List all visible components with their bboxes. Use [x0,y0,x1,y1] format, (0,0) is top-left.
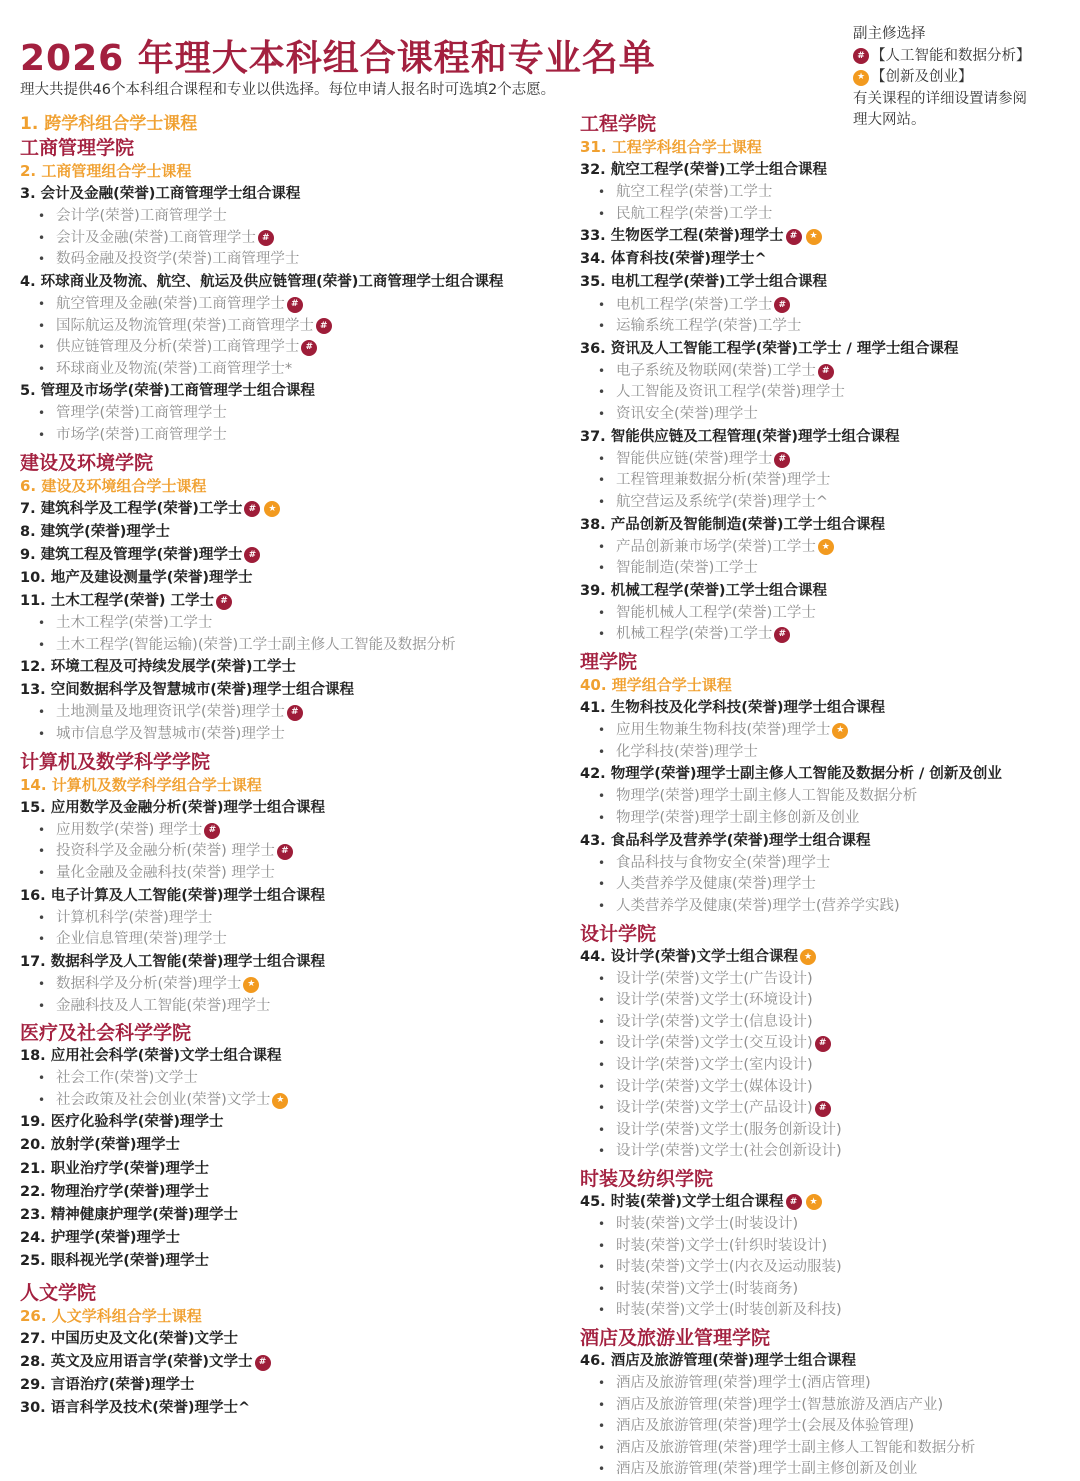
programme-45 [580,1191,1060,1214]
faculty-fashion-textiles: 时装及纺织学院 [580,1167,714,1190]
sub-programme [20,1090,570,1112]
sub-programme [20,425,570,447]
programme-label: 35. 电机工程学(荣誉)工学士组合课程 [580,274,827,291]
sub-programme [580,1279,1060,1301]
programme-27 [20,1328,570,1351]
sub-programme [20,337,570,359]
programme-46 [580,1350,1060,1373]
programme-3 [20,183,570,206]
programme-7 [20,498,570,521]
sub-programme [20,841,570,863]
programme-32 [580,159,1060,182]
sub-programme-label: • 设计学(荣誉)文学士(交互设计) [616,1035,813,1052]
programme-24 [20,1227,570,1250]
sub-programme-label: • 会计学(荣誉)工商管理学士 [56,208,227,225]
sub-programme [20,929,570,951]
sub-programme [580,316,1060,338]
sub-programme [580,470,1060,492]
programme-22 [20,1181,570,1204]
ai-minor-badge-icon: # [815,1101,831,1117]
sub-programme-label: • 土地测量及地理资讯学(荣誉)理学士 [56,704,285,721]
programme-25 [20,1250,570,1273]
sub-programme-label: • 会计及金融(荣誉)工商管理学士 [56,229,256,246]
programme-label: 3. 会计及金融(荣誉)工商管理学士组合课程 [20,186,301,202]
sub-programme [580,720,1060,742]
sub-programme [580,603,1060,625]
sub-programme [580,1459,1060,1481]
sub-programme-label: • 时装(荣誉)文学士(针织时装设计) [616,1237,828,1254]
programme-28 [20,1351,570,1374]
sub-programme-label: • 时装(荣誉)文学士(内衣及运动服装) [616,1259,842,1276]
ai-minor-badge-icon: # [774,627,790,643]
programme-label: 15. 应用数学及金融分析(荣誉)理学士组合课程 [20,799,325,816]
sub-programme-label: • 设计学(荣誉)文学士(服务创新设计) [616,1121,842,1138]
sub-programme-label: • 资讯安全(荣誉)理学士 [616,406,758,423]
programme-label: 45. 时装(荣誉)文学士组合课程 [580,1193,784,1210]
ai-minor-badge-icon: # [786,229,802,245]
programme-label: 24. 护理学(荣誉)理学士 [20,1229,180,1246]
programme-label: 4. 环球商业及物流、航空、航运及供应链管理(荣誉)工商管理学士组合课程 [20,273,504,290]
sub-programme [20,863,570,885]
programme-44 [580,946,1060,969]
ai-minor-badge-icon: # [774,297,790,313]
programme-39 [580,580,1060,603]
sub-programme-label: • 设计学(荣誉)文学士(媒体设计) [616,1078,813,1095]
sub-programme-label: • 设计学(荣誉)文学士(广告设计) [616,970,813,987]
programme-label: 12. 环境工程及可持续发展学(荣誉)工学士 [20,659,296,676]
sub-programme [580,204,1060,226]
sub-programme-label: • 民航工程学(荣誉)工学士 [616,205,773,222]
faculty-design: 设计学院 [580,922,657,945]
sub-programme [20,974,570,996]
programme-label: 36. 资讯及人工智能工程学(荣誉)工学士 / 理学士组合课程 [580,340,959,357]
sub-programme [20,403,570,425]
programme-label: 32. 航空工程学(荣誉)工学士组合课程 [580,162,827,178]
programme-label: 8. 建筑学(荣誉)理学士 [20,523,170,540]
sub-programme-label: • 社会政策及社会创业(荣誉)文学士 [56,1091,271,1108]
programme-label: 25. 眼科视光学(荣誉)理学士 [20,1252,209,1269]
sub-programme-label: • 企业信息管理(荣誉)理学士 [56,931,227,948]
sub-programme [580,896,1060,918]
ai-minor-badge-icon: # [244,501,260,517]
programme-label: 41. 生物科技及化学科技(荣誉)理学士组合课程 [580,700,885,717]
programme-20 [20,1134,570,1157]
sub-programme-label: • 土木工程学(智能运输)(荣誉)工学士副主修人工智能及数据分析 [56,636,456,653]
sub-programme-label: • 数码金融及投资学(荣誉)工商管理学士 [56,251,300,268]
programme-label: 9. 建筑工程及管理学(荣誉)理学士 [20,546,243,563]
sub-programme-label: • 时装(荣誉)文学士(时装创新及科技) [616,1302,842,1319]
faculty-hotel-tourism: 酒店及旅游业管理学院 [580,1327,771,1349]
programme-12 [20,656,570,679]
sub-programme [580,295,1060,317]
sub-programme-label: • 机械工程学(荣誉)工学士 [616,626,773,643]
sub-programme [580,874,1060,896]
sub-programme [20,1068,570,1090]
ai-minor-badge-icon: # [818,364,834,380]
sub-programme [580,786,1060,808]
programme-11 [20,590,570,613]
programme-16 [20,885,570,908]
programme-23 [20,1204,570,1227]
programme-label: 22. 物理治疗学(荣誉)理学士 [20,1183,209,1200]
sub-programme-label: • 人工智能及资讯工程学(荣誉)理学士 [616,384,845,401]
sub-programme [580,1416,1060,1438]
programme-37 [580,426,1060,449]
innovation-minor-badge-icon: ★ [806,229,822,245]
programme-label: 5. 管理及市场学(荣誉)工商管理学士组合课程 [20,383,315,400]
sub-programme [20,996,570,1018]
sub-programme-label: • 城市信息学及智慧城市(荣誉)理学士 [56,726,285,743]
sub-programme [580,182,1060,204]
programme-36 [580,338,1060,361]
sub-programme [20,820,570,842]
sub-programme-label: • 计算机科学(荣誉)理学士 [56,909,213,926]
programme-label: 34. 体育科技(荣誉)理学士^ [580,251,767,268]
sub-programme [580,492,1060,514]
innovation-minor-badge-icon: ★ [264,501,280,517]
sub-programme [20,316,570,338]
legend-ai-label: 【人工智能和数据分析】 [871,47,1031,64]
sub-programme-label: • 运输系统工程学(荣誉)工学士 [616,318,802,335]
sub-programme-label: • 酒店及旅游管理(荣誉)理学士(智慧旅游及酒店产业) [616,1396,944,1413]
programme-label: 13. 空间数据科学及智慧城市(荣誉)理学士组合课程 [20,682,354,699]
innovation-minor-badge-icon: ★ [818,539,834,555]
sub-programme-label: • 国际航运及物流管理(荣誉)工商管理学士 [56,317,314,334]
sub-programme-label: • 投资科学及金融分析(荣誉) 理学士 [56,843,275,860]
programme-9 [20,544,570,567]
sub-programme [580,1438,1060,1460]
programme-label: 43. 食品科学及营养学(荣誉)理学士组合课程 [580,832,871,849]
ai-minor-badge-icon: # [277,844,293,860]
sub-programme-label: • 人类营养学及健康(荣誉)理学士(营养学实践) [616,897,900,914]
sub-programme-label: • 智能供应链(荣誉)理学士 [616,450,773,467]
sub-programme [20,228,570,250]
faculty-engineering: 工程学院 [580,113,657,135]
programme-label: 10. 地产及建设测量学(荣誉)理学士 [20,569,253,586]
sub-programme-label: • 酒店及旅游管理(荣誉)理学士(会展及体验管理) [616,1418,915,1435]
sub-programme [580,1257,1060,1279]
programme-31: 31. 工程学科组合学士课程 [580,138,762,156]
faculty-computing-math: 计算机及数学科学学院 [20,750,211,773]
faculty-health-social: 医疗及社会科学学院 [20,1022,192,1045]
sub-programme-label: • 供应链管理及分析(荣誉)工商管理学士 [56,339,300,356]
sub-programme-label: • 航空管理及金融(荣誉)工商管理学士 [56,295,285,312]
sub-programme [20,908,570,930]
innovation-minor-badge-icon: ★ [243,977,259,993]
sub-programme-label: • 酒店及旅游管理(荣誉)理学士副主修创新及创业 [616,1461,918,1478]
faculty-business: 工商管理学院 [20,137,135,159]
sub-programme-label: • 智能制造(荣誉)工学士 [616,560,758,577]
sub-programme [580,969,1060,991]
programme-35 [580,271,1060,294]
ai-minor-badge-icon: # [204,823,220,839]
ai-minor-badge-icon: # [287,705,303,721]
page-subtitle: 理大共提供46个本科组合课程和专业以供选择。每位申请人报名时可选填2个志愿。 [20,82,556,98]
programme-label: 18. 应用社会科学(荣誉)文学士组合课程 [20,1048,282,1065]
programme-17 [20,951,570,974]
legend-ai-row [853,46,1073,68]
sub-programme-label: • 金融科技及人工智能(荣誉)理学士 [56,997,271,1014]
sub-programme-label: • 酒店及旅游管理(荣誉)理学士副主修人工智能和数据分析 [616,1439,976,1456]
ai-minor-badge-icon: # [853,48,869,64]
sub-programme-label: • 设计学(荣誉)文学士(社会创新设计) [616,1143,842,1160]
ai-minor-badge-icon: # [216,594,232,610]
sub-programme [580,1395,1060,1417]
faculty-science: 理学院 [580,651,638,674]
legend-note-2: 理大网站。 [853,112,926,128]
sub-programme [580,1120,1060,1142]
programme-43 [580,830,1060,853]
programme-label: 28. 英文及应用语言学(荣誉)文学士 [20,1354,253,1371]
sub-programme [20,249,570,271]
sub-programme [580,361,1060,383]
sub-programme-label: • 管理学(荣誉)工商管理学士 [56,405,227,422]
sub-programme-label: • 设计学(荣誉)文学士(信息设计) [616,1013,813,1030]
programme-label: 38. 产品创新及智能制造(荣誉)工学士组合课程 [580,516,885,533]
programme-label: 30. 语言科学及技术(荣誉)理学士^ [20,1400,251,1417]
sub-programme-label: • 食品科技与食物安全(荣誉)理学士 [616,854,831,871]
faculty-humanities: 人文学院 [20,1282,97,1305]
legend-heading: 副主修选择 [853,26,926,42]
programme-18 [20,1045,570,1068]
innovation-minor-badge-icon: ★ [272,1093,288,1109]
programme-41 [580,697,1060,720]
page-title: 2026 年理大本科组合课程和专业名单 [20,38,656,79]
sub-programme-label: • 土木工程学(荣誉)工学士 [56,615,213,632]
programme-5 [20,380,570,403]
sub-programme-label: • 化学科技(荣誉)理学士 [616,743,758,760]
sub-programme-label: • 时装(荣誉)文学士(时装商务) [616,1280,799,1297]
sub-programme-label: • 数据科学及分析(荣誉)理学士 [56,975,242,992]
innovation-minor-badge-icon: ★ [800,949,816,965]
programme-label: 23. 精神健康护理学(荣誉)理学士 [20,1206,238,1223]
sub-programme-label: • 社会工作(荣誉)文学士 [56,1070,198,1087]
faculty-construction: 建设及环境学院 [20,451,154,474]
programme-label: 17. 数据科学及人工智能(荣誉)理学士组合课程 [20,953,325,970]
sub-programme [580,1373,1060,1395]
programme-label: 29. 言语治疗(荣誉)理学士 [20,1377,195,1394]
programme-label: 27. 中国历史及文化(荣誉)文学士 [20,1331,238,1348]
sub-programme [20,294,570,316]
programme-label: 37. 智能供应链及工程管理(荣誉)理学士组合课程 [580,428,900,445]
programme-2: 2. 工商管理组合学士课程 [20,162,192,180]
sub-programme [580,1236,1060,1258]
programme-label: 46. 酒店及旅游管理(荣誉)理学士组合课程 [580,1353,856,1369]
programme-label: 20. 放射学(荣誉)理学士 [20,1137,180,1154]
sub-programme [580,624,1060,646]
programme-15 [20,797,570,820]
sub-programme [580,537,1060,559]
ai-minor-badge-icon: # [815,1036,831,1052]
sub-programme-label: • 物理学(荣誉)理学士副主修创新及创业 [616,810,860,827]
programme-21 [20,1158,570,1181]
programme-label: 7. 建筑科学及工程学(荣誉)工学士 [20,500,243,517]
sub-programme [580,1033,1060,1055]
programme-label: 19. 医疗化验科学(荣誉)理学士 [20,1114,224,1131]
programme-label: 42. 物理学(荣誉)理学士副主修人工智能及数据分析 / 创新及创业 [580,766,1002,783]
left-column [20,112,570,1420]
sub-programme [580,1012,1060,1034]
sub-programme [580,449,1060,471]
sub-programme-label: • 电机工程学(荣誉)工学士 [616,296,773,313]
sub-programme [580,1214,1060,1236]
programme-42 [580,763,1060,786]
ai-minor-badge-icon: # [258,230,274,246]
sub-programme-label: • 酒店及旅游管理(荣誉)理学士(酒店管理) [616,1375,871,1392]
programme-1: 1. 跨学科组合学士课程 [20,114,198,134]
sub-programme-label: • 电子系统及物联网(荣誉)工学士 [616,362,816,379]
sub-programme [20,724,570,746]
sub-programme [20,635,570,657]
programme-38 [580,514,1060,537]
innovation-minor-badge-icon: ★ [853,70,869,86]
sub-programme-label: • 环球商业及物流(荣誉)工商管理学士* [56,360,293,377]
sub-programme-label: • 应用生物兼生物科技(荣誉)理学士 [616,722,831,739]
sub-programme [580,808,1060,830]
programme-30 [20,1397,570,1420]
sub-programme-label: • 市场学(荣誉)工商管理学士 [56,427,227,444]
programme-10 [20,567,570,590]
sub-programme-label: • 航空工程学(荣誉)工学士 [616,184,773,201]
programme-14: 14. 计算机及数学科学组合学士课程 [20,775,262,794]
programme-8 [20,521,570,544]
sub-programme [580,404,1060,426]
sub-programme [580,1055,1060,1077]
ai-minor-badge-icon: # [786,1194,802,1210]
programme-label: 39. 机械工程学(荣誉)工学士组合课程 [580,582,827,599]
sub-programme [580,1077,1060,1099]
right-column [580,112,1060,1481]
sub-programme-label: • 智能机械人工程学(荣誉)工学士 [616,604,816,621]
ai-minor-badge-icon: # [255,1355,271,1371]
sub-programme [580,1141,1060,1163]
sub-programme-label: • 时装(荣誉)文学士(时装设计) [616,1216,799,1233]
programme-40: 40. 理学组合学士课程 [580,676,732,695]
programme-33 [580,225,1060,248]
innovation-minor-badge-icon: ★ [832,723,848,739]
sub-programme-label: • 产品创新兼市场学(荣誉)工学士 [616,538,816,555]
sub-programme [20,359,570,381]
sub-programme-label: • 设计学(荣誉)文学士(环境设计) [616,992,813,1009]
sub-programme [580,853,1060,875]
sub-programme-label: • 人类营养学及健康(荣誉)理学士 [616,876,816,893]
legend-note: 有关课程的详细设置请参阅 [853,90,1027,107]
programme-26: 26. 人文学科组合学士课程 [20,1307,202,1326]
sub-programme [20,702,570,724]
programme-label: 33. 生物医学工程(荣誉)理学士 [580,228,784,245]
ai-minor-badge-icon: # [287,297,303,313]
sub-programme-label: • 应用数学(荣誉) 理学士 [56,821,203,838]
ai-minor-badge-icon: # [244,547,260,563]
programme-label: 16. 电子计算及人工智能(荣誉)理学士组合课程 [20,887,325,904]
sub-programme-label: • 航空营运及系统学(荣誉)理学士^ [616,493,828,510]
sub-programme [20,613,570,635]
programme-4 [20,271,570,294]
legend-inno-row [853,67,1073,89]
programme-label: 44. 设计学(荣誉)文学士组合课程 [580,948,798,965]
sub-programme [580,1098,1060,1120]
sub-programme-label: • 物理学(荣誉)理学士副主修人工智能及数据分析 [616,788,918,805]
programme-29 [20,1374,570,1397]
ai-minor-badge-icon: # [774,452,790,468]
programme-19 [20,1111,570,1134]
sub-programme [580,558,1060,580]
sub-programme [580,990,1060,1012]
programme-13 [20,679,570,702]
innovation-minor-badge-icon: ★ [806,1194,822,1210]
sub-programme [580,1300,1060,1322]
sub-programme-label: • 设计学(荣誉)文学士(产品设计) [616,1100,813,1117]
programme-label: 11. 土木工程学(荣誉) 工学士 [20,593,215,609]
sub-programme-label: • 量化金融及金融科技(荣誉) 理学士 [56,864,275,881]
programme-6: 6. 建设及环境组合学士课程 [20,476,207,495]
programme-34 [580,248,1060,271]
legend-inno-label: 【创新及创业】 [871,69,973,85]
sub-programme [580,742,1060,764]
sub-programme-label: • 工程管理兼数据分析(荣誉)理学士 [616,472,831,489]
sub-programme [580,382,1060,404]
sub-programme-label: • 设计学(荣誉)文学士(室内设计) [616,1056,813,1073]
ai-minor-badge-icon: # [316,318,332,334]
ai-minor-badge-icon: # [301,340,317,356]
programme-label: 21. 职业治疗学(荣誉)理学士 [20,1160,209,1177]
sub-programme [20,206,570,228]
